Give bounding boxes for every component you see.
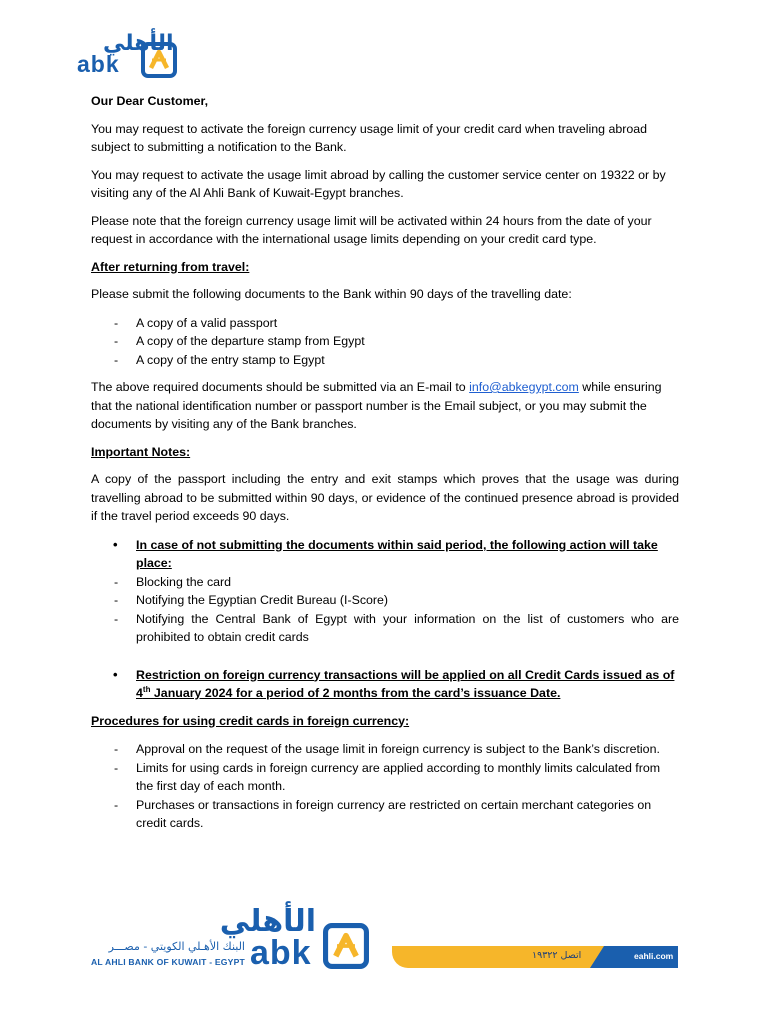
list-item: - Approval on the request of the usage limit in foreign currency is subject to the Bank’s discretion. [114, 742, 660, 756]
intro-paragraph-2: You may request to activate the usage limit abroad by calling the customer service center on 19322 or by visiting any of the Al Ahli Bank of Kuwait-Egypt branches. [91, 167, 666, 200]
list-item: - Notifying the Egyptian Credit Bureau (I-Score) [114, 593, 389, 607]
documents-list [91, 314, 679, 370]
submission-paragraph: The above required documents should be submitted via an E-mail to info@abkegypt.com while ensuring that the national identification number or passport number is the Email subject, or you may submit the documents by visiting any of the Bank branches. [91, 380, 662, 431]
svg-text:abk: abk [77, 53, 120, 75]
after-return-heading: After returning from travel: [91, 259, 250, 274]
email-link[interactable]: info@abkegypt.com [469, 380, 579, 394]
abk-square-mark-icon [323, 923, 369, 969]
intro-paragraph-1: You may request to activate the foreign currency usage limit of your credit card when traveling abroad subject to submitting a notification to the Bank. [91, 121, 648, 154]
list-item: - A copy of the entry stamp to Egypt [114, 352, 325, 367]
footer-website[interactable]: eahli.com [634, 951, 674, 961]
bullet-icon: • [113, 666, 118, 682]
footer-bank-name-arabic: البنك الأهـلي الكويتي - مصـــر [108, 940, 245, 953]
actions-list [91, 573, 679, 647]
letter-body [91, 92, 679, 833]
bullet-restriction: • Restriction on foreign currency transactions will be applied on all Credit Cards issued as of 4th January 2024 for a period of 2 months from the card’s issuance Date. [113, 666, 675, 700]
intro-paragraph-3: Please note that the foreign currency usage limit will be activated within 24 hours from the date of your request in accordance with the international usage limits depending on your credit card type. [91, 213, 652, 246]
list-item: - A copy of a valid passport [114, 315, 278, 330]
list-item: - A copy of the departure stamp from Egypt [114, 334, 365, 348]
abk-letters-icon [77, 53, 139, 75]
bullet-non-submission: • In case of not submitting the documents within said period, the following action will take place: [113, 536, 658, 570]
logo-arabic-wordmark: الأهلي [103, 31, 174, 56]
logo-abk-wordmark [77, 53, 139, 81]
footer-bank-name-english: AL AHLI BANK OF KUWAIT - EGYPT [91, 957, 245, 967]
footer-phone: اتصل ١٩٣٢٢ [532, 950, 582, 961]
important-notes-text: A copy of the passport including the entry and exit stamps which proves that the usage was during travelling abroad to be submitted within 90 days, or evidence of the continued presence abroad is provided if the travel period exceeds 90 days. [91, 472, 679, 523]
list-item: - Blocking the card [114, 574, 232, 589]
bullet-icon: • [113, 536, 118, 552]
abk-square-mark-icon [141, 42, 177, 78]
list-item: - Purchases or transactions in foreign currency are restricted on certain merchant categories on credit cards. [114, 797, 652, 830]
footer-contact-bar [392, 946, 678, 968]
procedures-list [91, 740, 679, 833]
list-item: - Notifying the Central Bank of Egypt with your information on the list of customers who are prohibited to obtain credit cards [114, 611, 679, 644]
footer-logo-arabic-wordmark: الأهلي [219, 904, 316, 939]
greeting: Our Dear Customer, [91, 94, 209, 108]
list-item: - Limits for using cards in foreign currency are applied according to monthly limits calculated from the first day of each month. [114, 760, 661, 793]
important-notes-heading: Important Notes: [91, 444, 191, 459]
abk-letters-icon [250, 935, 322, 969]
footer-logo-abk-wordmark [250, 935, 322, 977]
after-return-text: Please submit the following documents to the Bank within 90 days of the travelling date: [91, 287, 572, 301]
svg-text:abk: abk [250, 935, 312, 969]
procedures-heading: Procedures for using credit cards in foreign currency: [91, 713, 410, 728]
